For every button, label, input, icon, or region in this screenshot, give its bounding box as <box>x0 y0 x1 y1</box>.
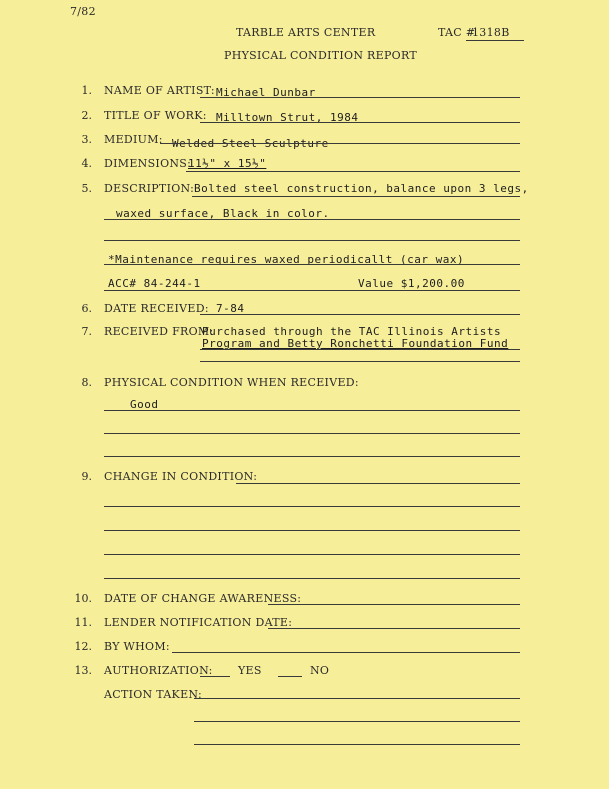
value-amount: Value $1,200.00 <box>358 277 465 290</box>
action-line-1 <box>194 698 520 699</box>
field-number: 11. <box>74 616 92 629</box>
field-number: 2. <box>81 109 92 122</box>
description-underline-3 <box>104 240 520 241</box>
received-from-label: RECEIVED FROM: <box>104 325 214 338</box>
dimensions-value: 11½" x 15½" <box>188 157 267 170</box>
action-label: ACTION TAKEN: <box>104 688 202 701</box>
lender-date-label: LENDER NOTIFICATION DATE: <box>104 616 293 629</box>
no-blank <box>278 676 302 677</box>
field-number: 9. <box>81 470 92 483</box>
field-number: 6. <box>81 302 92 315</box>
artist-value: Michael Dunbar <box>216 86 316 99</box>
tac-label: TAC # <box>438 26 476 39</box>
condition-line-2 <box>104 433 520 434</box>
change-date-label: DATE OF CHANGE AWARENESS: <box>104 592 302 605</box>
received-from-line-1: Purchased through the TAC Illinois Artists <box>202 325 502 338</box>
by-whom-label: BY WHOM: <box>104 640 170 653</box>
artist-line <box>200 97 520 98</box>
field-number: 4. <box>81 157 92 170</box>
description-line-1: Bolted steel construction, balance upon 3 legs, <box>194 182 529 195</box>
date-received-value: 7-84 <box>216 302 245 315</box>
yes-blank <box>200 676 230 677</box>
condition-value: Good <box>130 398 159 411</box>
lender-date-line <box>268 628 520 629</box>
acc-line <box>104 290 520 291</box>
tac-underline <box>466 40 524 41</box>
received-from-underline-2 <box>200 361 520 362</box>
action-line-2 <box>194 721 520 722</box>
description-underline-1 <box>192 196 520 197</box>
field-number: 7. <box>81 325 92 338</box>
org-name: TARBLE ARTS CENTER <box>236 26 376 39</box>
change-line-5 <box>104 578 520 579</box>
change-label: CHANGE IN CONDITION: <box>104 470 258 483</box>
field-number: 3. <box>81 133 92 146</box>
field-number: 1. <box>81 84 92 97</box>
field-number: 5. <box>81 182 92 195</box>
condition-line-1 <box>104 410 520 411</box>
no-label: NO <box>310 664 330 677</box>
yes-label: YES <box>238 664 262 677</box>
received-from-line-2: Program and Betty Ronchetti Foundation Fund <box>202 337 509 350</box>
page-title: PHYSICAL CONDITION REPORT <box>224 49 418 62</box>
artist-label: NAME OF ARTIST: <box>104 84 215 97</box>
description-underline-2 <box>104 219 520 220</box>
description-line-2: waxed surface, Black in color. <box>116 207 330 220</box>
accession-number: ACC# 84-244-1 <box>108 277 201 290</box>
date-received-label: DATE RECEIVED: <box>104 302 209 315</box>
change-date-line <box>268 604 520 605</box>
dimensions-label: DIMENSIONS: <box>104 157 192 170</box>
tac-number: 1318B <box>472 26 510 39</box>
condition-label: PHYSICAL CONDITION WHEN RECEIVED: <box>104 376 359 389</box>
medium-line <box>160 143 520 144</box>
received-from-underline-1 <box>200 349 520 350</box>
dimensions-line <box>186 171 520 172</box>
field-number: 13. <box>74 664 92 677</box>
change-line-1 <box>236 483 520 484</box>
date-code: 7/82 <box>70 5 96 18</box>
change-line-2 <box>104 506 520 507</box>
field-number: 10. <box>74 592 92 605</box>
action-line-3 <box>194 744 520 745</box>
by-whom-line <box>172 652 520 653</box>
description-label: DESCRIPTION: <box>104 182 195 195</box>
maintenance-note: *Maintenance requires waxed periodicallt (car wax) <box>108 253 465 266</box>
change-line-3 <box>104 530 520 531</box>
maintenance-line <box>104 264 520 265</box>
medium-label: MEDIUM: <box>104 133 163 146</box>
field-number: 8. <box>81 376 92 389</box>
authorization-label: AUTHORIZATION: <box>104 664 213 677</box>
title-label: TITLE OF WORK: <box>104 109 207 122</box>
title-value: Milltown Strut, 1984 <box>216 111 359 124</box>
medium-value: Welded Steel Sculpture <box>172 137 329 150</box>
change-line-4 <box>104 554 520 555</box>
date-received-line <box>200 314 520 315</box>
title-line <box>200 122 520 123</box>
field-number: 12. <box>74 640 92 653</box>
condition-line-3 <box>104 456 520 457</box>
